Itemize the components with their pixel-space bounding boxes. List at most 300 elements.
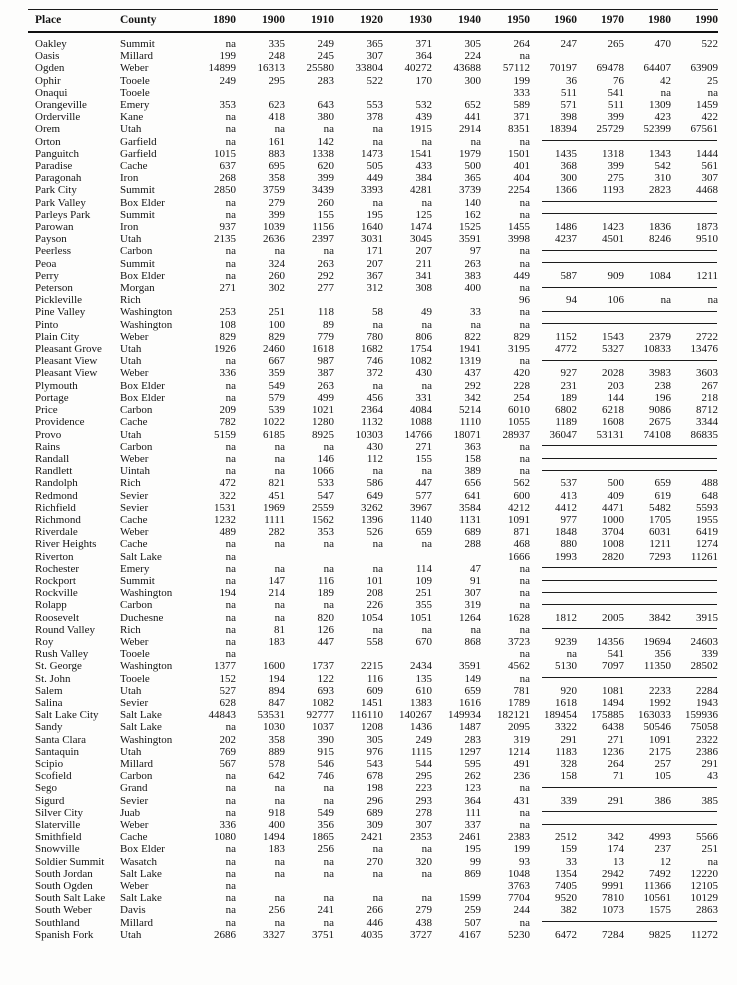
population-value-cell: 4468 — [696, 184, 718, 197]
population-value-cell: 441 — [464, 111, 481, 124]
population-value-cell: 430 — [366, 440, 383, 453]
population-value-cell: 1082 — [410, 355, 432, 368]
population-value-cell — [383, 551, 432, 563]
population-value-cell: na — [519, 648, 530, 661]
population-value-cell: 116 — [366, 672, 383, 685]
population-value-cell: 829 — [513, 330, 530, 343]
population-value-cell: 447 — [415, 477, 432, 490]
population-value-cell: 7405 — [555, 880, 577, 893]
population-value-cell: 105 — [654, 770, 671, 783]
population-value-cell: 1628 — [508, 611, 530, 624]
population-value-cell: 224 — [464, 50, 481, 63]
population-value-cell: 500 — [607, 477, 624, 490]
population-value-cell: 4501 — [602, 233, 624, 246]
population-value-cell: na — [274, 855, 285, 868]
population-value-cell: na — [274, 465, 285, 478]
place-cell: Redmond — [35, 489, 78, 502]
population-value-cell: 1926 — [214, 343, 236, 356]
population-value-cell: 667 — [268, 355, 285, 368]
population-value-cell: 438 — [415, 916, 432, 929]
county-cell: Salt Lake — [120, 721, 162, 734]
population-value-cell: 260 — [268, 269, 285, 282]
population-value-cell: 532 — [415, 99, 432, 112]
population-value-cell: 579 — [268, 391, 285, 404]
population-value-cell: 291 — [701, 757, 718, 770]
population-value-cell: 987 — [317, 355, 334, 368]
discontinued-place-rule-cell — [530, 136, 718, 148]
population-value-cell: 781 — [513, 684, 530, 697]
table-row — [28, 587, 718, 599]
table-row — [28, 465, 718, 477]
table-row — [28, 367, 718, 379]
population-value-cell: 920 — [560, 684, 577, 697]
population-value-cell: 389 — [464, 465, 481, 478]
population-value-cell: na — [225, 111, 236, 124]
population-value-cell: na — [225, 355, 236, 368]
population-value-cell: 586 — [366, 477, 383, 490]
population-value-cell: 305 — [464, 38, 481, 50]
population-value-cell: 8351 — [508, 123, 530, 136]
population-value-cell — [285, 880, 334, 892]
population-value-cell: 400 — [268, 819, 285, 831]
population-value-cell: 106 — [607, 294, 624, 307]
column-header-1950: 1950 — [507, 14, 530, 26]
population-value-cell: 5159 — [214, 428, 236, 441]
population-value-cell: na — [225, 599, 236, 612]
population-value-cell: 9991 — [602, 880, 624, 893]
population-value-cell: 399 — [607, 160, 624, 173]
population-value-cell: na — [225, 465, 236, 478]
place-cell: Randall — [35, 452, 70, 465]
population-value-cell: na — [225, 391, 236, 404]
discontinued-place-rule-cell — [530, 258, 718, 270]
population-value-cell: 1354 — [555, 867, 577, 880]
population-value-cell: 451 — [268, 489, 285, 502]
population-value-cell: na — [519, 623, 530, 636]
place-cell: Round Valley — [35, 623, 95, 636]
population-value-cell: 365 — [464, 172, 481, 185]
place-cell: River Heights — [35, 538, 97, 551]
population-value-cell: na — [274, 562, 285, 575]
population-value-cell: 174 — [607, 843, 624, 856]
population-value-cell: 18071 — [453, 428, 481, 441]
table-row — [28, 648, 718, 660]
population-value-cell: 1152 — [555, 330, 577, 343]
population-value-cell: 1377 — [214, 660, 236, 673]
no-data-line — [542, 604, 717, 605]
place-cell: South Salt Lake — [35, 892, 106, 905]
population-value-cell: 4237 — [555, 233, 577, 246]
county-cell: Rich — [120, 623, 141, 636]
population-value-cell: 1543 — [602, 330, 624, 343]
county-cell: Sevier — [120, 501, 149, 514]
population-value-cell: na — [372, 379, 383, 392]
table-row — [28, 429, 718, 441]
population-value-cell — [187, 87, 236, 99]
header-row — [28, 10, 718, 33]
place-cell: Santaquin — [35, 745, 79, 758]
population-value-cell: na — [372, 623, 383, 636]
population-value-cell: 11350 — [643, 660, 671, 673]
place-cell: Pleasant View — [35, 367, 98, 380]
population-value-cell: 228 — [513, 379, 530, 392]
population-value-cell: 365 — [366, 38, 383, 50]
population-value-cell: 578 — [268, 757, 285, 770]
population-value-cell: na — [519, 452, 530, 465]
population-value-cell: 678 — [366, 770, 383, 783]
discontinued-place-rule-cell — [530, 306, 718, 318]
population-value-cell: 99 — [470, 855, 481, 868]
population-value-cell: 2722 — [696, 330, 718, 343]
county-cell: Utah — [120, 355, 142, 368]
population-value-cell: 12105 — [690, 880, 718, 893]
place-cell: Sego — [35, 782, 57, 795]
population-value-cell: 196 — [654, 391, 671, 404]
table-row — [28, 746, 718, 758]
population-value-cell: 1473 — [361, 147, 383, 160]
population-value-cell: 25729 — [596, 123, 624, 136]
population-value-cell: 63909 — [690, 62, 718, 75]
population-value-cell: na — [707, 294, 718, 307]
table-row — [28, 306, 718, 318]
county-cell: Davis — [120, 904, 146, 917]
population-value-cell: 889 — [268, 745, 285, 758]
population-value-cell: na — [274, 867, 285, 880]
population-value-cell: 170 — [415, 74, 432, 87]
discontinued-place-rule-cell — [530, 575, 718, 587]
population-value-cell: na — [519, 465, 530, 478]
population-value-cell: na — [519, 135, 530, 148]
population-value-cell: 248 — [268, 50, 285, 63]
population-value-cell: 549 — [268, 379, 285, 392]
table-row — [28, 819, 718, 831]
discontinued-place-rule-cell — [530, 282, 718, 294]
population-value-cell: 1525 — [459, 221, 481, 234]
population-value-cell: 36 — [566, 74, 577, 87]
table-row — [28, 697, 718, 709]
population-value-cell: 600 — [513, 489, 530, 502]
column-header-1890: 1890 — [213, 14, 236, 26]
population-value-cell: 505 — [366, 160, 383, 173]
population-value-cell: 1812 — [555, 611, 577, 624]
population-value-cell: na — [225, 135, 236, 148]
population-value-cell: 431 — [513, 794, 530, 807]
population-value-cell: 561 — [701, 160, 718, 173]
population-value-cell: 256 — [268, 904, 285, 917]
population-value-cell: 358 — [268, 733, 285, 746]
population-value-cell: 1000 — [602, 513, 624, 526]
population-value-cell: 356 — [654, 648, 671, 661]
population-value-cell: 312 — [366, 282, 383, 295]
population-value-cell: 883 — [268, 147, 285, 160]
population-value-cell: 97 — [470, 245, 481, 258]
population-value-cell: 1705 — [649, 513, 671, 526]
population-value-cell: 319 — [513, 733, 530, 746]
population-value-cell: 2233 — [649, 684, 671, 697]
population-value-cell: 328 — [560, 757, 577, 770]
population-value-cell: 3763 — [508, 880, 530, 893]
table-row — [28, 343, 718, 355]
population-value-cell: 2397 — [312, 233, 334, 246]
table-row — [28, 673, 718, 685]
place-cell: Salem — [35, 684, 63, 697]
population-value-cell — [334, 880, 383, 892]
population-value-cell: 488 — [701, 477, 718, 490]
county-cell: Emery — [120, 99, 150, 112]
place-cell: Payson — [35, 233, 67, 246]
place-cell: Oasis — [35, 50, 60, 63]
population-value-cell: 199 — [513, 74, 530, 87]
population-value-cell: na — [421, 135, 432, 148]
population-value-cell: 231 — [560, 379, 577, 392]
place-cell: Pinto — [35, 318, 59, 331]
county-cell: Tooele — [120, 74, 150, 87]
population-value-cell: 13 — [613, 855, 624, 868]
discontinued-place-rule-cell — [530, 673, 718, 685]
population-value-cell: na — [519, 672, 530, 685]
county-cell: Sevier — [120, 794, 149, 807]
population-value-cell: 472 — [219, 477, 236, 490]
population-value-cell: 207 — [415, 245, 432, 258]
population-value-cell: 1366 — [555, 184, 577, 197]
population-value-cell: na — [225, 452, 236, 465]
county-cell: Box Elder — [120, 379, 165, 392]
population-value-cell: 541 — [607, 86, 624, 99]
population-value-cell: 641 — [464, 489, 481, 502]
population-value-cell: 19694 — [643, 635, 671, 648]
population-value-cell: 2686 — [214, 928, 236, 941]
population-value-cell: 278 — [415, 806, 432, 819]
no-data-line — [542, 628, 717, 629]
population-value-cell: 589 — [513, 99, 530, 112]
population-value-cell: 11272 — [690, 928, 718, 941]
population-value-cell: 623 — [268, 99, 285, 112]
county-cell: Grand — [120, 782, 148, 795]
population-value-cell: 7810 — [602, 892, 624, 905]
population-value-cell: 11366 — [643, 880, 671, 893]
population-value-cell: 155 — [415, 452, 432, 465]
column-header-county: County — [120, 14, 157, 26]
population-value-cell: 619 — [654, 489, 671, 502]
population-value-cell: 8925 — [312, 428, 334, 441]
population-value-cell: 18394 — [549, 123, 577, 136]
population-value-cell — [236, 648, 285, 660]
population-value-cell: na — [323, 562, 334, 575]
county-cell: Kane — [120, 111, 144, 124]
population-value-cell: 3704 — [602, 526, 624, 539]
place-cell: Sandy — [35, 721, 63, 734]
population-value-cell: 16313 — [257, 62, 285, 75]
population-value-cell: 9510 — [696, 233, 718, 246]
population-value-cell: 43 — [707, 770, 718, 783]
no-data-line — [542, 445, 717, 446]
population-value-cell: 2095 — [508, 721, 530, 734]
population-value-cell: 401 — [513, 160, 530, 173]
population-value-cell: na — [372, 196, 383, 209]
population-value-cell: 3915 — [696, 611, 718, 624]
table-row — [28, 551, 718, 563]
population-value-cell: 50546 — [643, 721, 671, 734]
discontinued-place-rule-cell — [530, 782, 718, 794]
population-value-cell: 927 — [560, 367, 577, 380]
county-cell: Weber — [120, 452, 149, 465]
population-value-cell: na — [660, 86, 671, 99]
place-cell: Orton — [35, 135, 61, 148]
population-value-cell: 1873 — [696, 221, 718, 234]
population-value-cell: 109 — [415, 574, 432, 587]
table-row — [28, 709, 718, 721]
column-header-1940: 1940 — [458, 14, 481, 26]
table-row — [28, 416, 718, 428]
population-value-cell: 275 — [607, 172, 624, 185]
population-value-cell: 1608 — [602, 416, 624, 429]
county-cell: Carbon — [120, 440, 153, 453]
population-value-cell: 292 — [464, 379, 481, 392]
place-cell: Silver City — [35, 806, 83, 819]
population-value-cell: 1080 — [214, 831, 236, 844]
no-data-line — [542, 787, 717, 788]
population-value-cell: 44843 — [208, 709, 236, 722]
population-value-cell: 152 — [219, 672, 236, 685]
population-value-cell: 544 — [415, 757, 432, 770]
population-value-cell: 263 — [317, 379, 334, 392]
population-value-cell: 420 — [513, 367, 530, 380]
population-value-cell: 238 — [654, 379, 671, 392]
county-cell: Iron — [120, 221, 139, 234]
no-data-line — [542, 311, 717, 312]
population-value-cell: 562 — [513, 477, 530, 490]
discontinued-place-rule-cell — [530, 599, 718, 611]
population-value-cell: na — [470, 135, 481, 148]
place-cell: Peoa — [35, 257, 57, 270]
county-cell: Washington — [120, 318, 173, 331]
population-value-cell: 1423 — [602, 221, 624, 234]
table-row — [28, 380, 718, 392]
population-value-cell: 183 — [268, 843, 285, 856]
population-value-cell: 829 — [268, 330, 285, 343]
population-value-cell: 449 — [513, 269, 530, 282]
population-value-cell — [624, 50, 671, 62]
table-row — [28, 807, 718, 819]
population-value-cell: 2175 — [649, 745, 671, 758]
population-value-cell: na — [519, 245, 530, 258]
population-value-cell: 183 — [268, 635, 285, 648]
discontinued-place-rule-cell — [530, 197, 718, 209]
population-value-cell: 371 — [415, 38, 432, 50]
population-value-cell — [432, 551, 481, 563]
county-cell: Carbon — [120, 599, 153, 612]
population-value-cell: na — [323, 892, 334, 905]
population-value-cell: 9086 — [649, 404, 671, 417]
county-cell: Iron — [120, 172, 139, 185]
population-value-cell: na — [274, 538, 285, 551]
table-row — [28, 721, 718, 733]
table-row — [28, 75, 718, 87]
place-cell: Snowville — [35, 843, 80, 856]
population-value-cell: 1618 — [555, 696, 577, 709]
population-value-cell: na — [274, 611, 285, 624]
population-value-cell: 189 — [560, 391, 577, 404]
population-value-cell: na — [372, 892, 383, 905]
population-value-cell: 533 — [317, 477, 334, 490]
county-cell: Utah — [120, 123, 142, 136]
population-value-cell: 1455 — [508, 221, 530, 234]
no-data-line — [542, 140, 717, 141]
population-value-cell: 3045 — [410, 233, 432, 246]
population-value-cell: 868 — [464, 635, 481, 648]
population-value-cell: 1436 — [410, 721, 432, 734]
population-value-cell: na — [225, 623, 236, 636]
table-body — [28, 32, 718, 941]
place-cell: Sigurd — [35, 794, 65, 807]
place-cell: Peterson — [35, 282, 73, 295]
county-cell: Cache — [120, 513, 148, 526]
population-value-cell: 7293 — [649, 550, 671, 563]
county-cell: Sevier — [120, 489, 149, 502]
population-value-cell: 609 — [366, 684, 383, 697]
population-value-cell: 337 — [464, 819, 481, 831]
population-value-cell: 209 — [219, 404, 236, 417]
population-value-cell: 263 — [317, 257, 334, 270]
population-value-cell: 2675 — [649, 416, 671, 429]
population-value-cell: 977 — [560, 513, 577, 526]
population-value-cell: 1022 — [263, 416, 285, 429]
population-value-cell: 254 — [513, 391, 530, 404]
population-value-cell: 14356 — [596, 635, 624, 648]
population-value-cell: na — [372, 538, 383, 551]
county-cell: Washington — [120, 587, 173, 600]
place-cell: Spanish Fork — [35, 928, 94, 941]
population-value-cell: 159 — [560, 843, 577, 856]
population-value-cell: 101 — [366, 574, 383, 587]
population-value-cell: 203 — [607, 379, 624, 392]
population-value-cell: 324 — [268, 257, 285, 270]
population-value-cell: 782 — [219, 416, 236, 429]
population-value-cell: 541 — [607, 648, 624, 661]
population-value-cell: 1082 — [312, 696, 334, 709]
place-cell: Rochester — [35, 562, 79, 575]
population-value-cell: 202 — [219, 733, 236, 746]
discontinued-place-rule-cell — [530, 355, 718, 367]
population-value-cell: 118 — [317, 306, 334, 319]
population-value-cell: 918 — [268, 806, 285, 819]
discontinued-place-rule-cell — [530, 917, 718, 929]
population-value-cell: 909 — [607, 269, 624, 282]
population-value-cell: 282 — [268, 526, 285, 539]
place-cell: South Jordan — [35, 867, 93, 880]
population-value-cell: 171 — [366, 245, 383, 258]
county-cell: Rich — [120, 294, 141, 307]
population-value-cell: 2434 — [410, 660, 432, 673]
population-value-cell: na — [372, 318, 383, 331]
population-value-cell: 25 — [707, 74, 718, 87]
table-row — [28, 502, 718, 514]
population-value-cell: 288 — [464, 538, 481, 551]
population-value-cell: 2823 — [649, 184, 671, 197]
population-value-cell: 291 — [560, 733, 577, 746]
population-value-cell: 3344 — [696, 416, 718, 429]
population-value-cell: 439 — [415, 111, 432, 124]
population-value-cell: 447 — [317, 635, 334, 648]
population-value-cell: na — [225, 843, 236, 856]
population-value-cell: 259 — [464, 904, 481, 917]
population-value-cell: 1088 — [410, 416, 432, 429]
population-value-cell: 1140 — [410, 513, 432, 526]
county-cell: Cache — [120, 160, 148, 173]
population-value-cell: 1091 — [649, 733, 671, 746]
population-value-cell: na — [519, 50, 530, 63]
population-value-cell: 58 — [372, 306, 383, 319]
